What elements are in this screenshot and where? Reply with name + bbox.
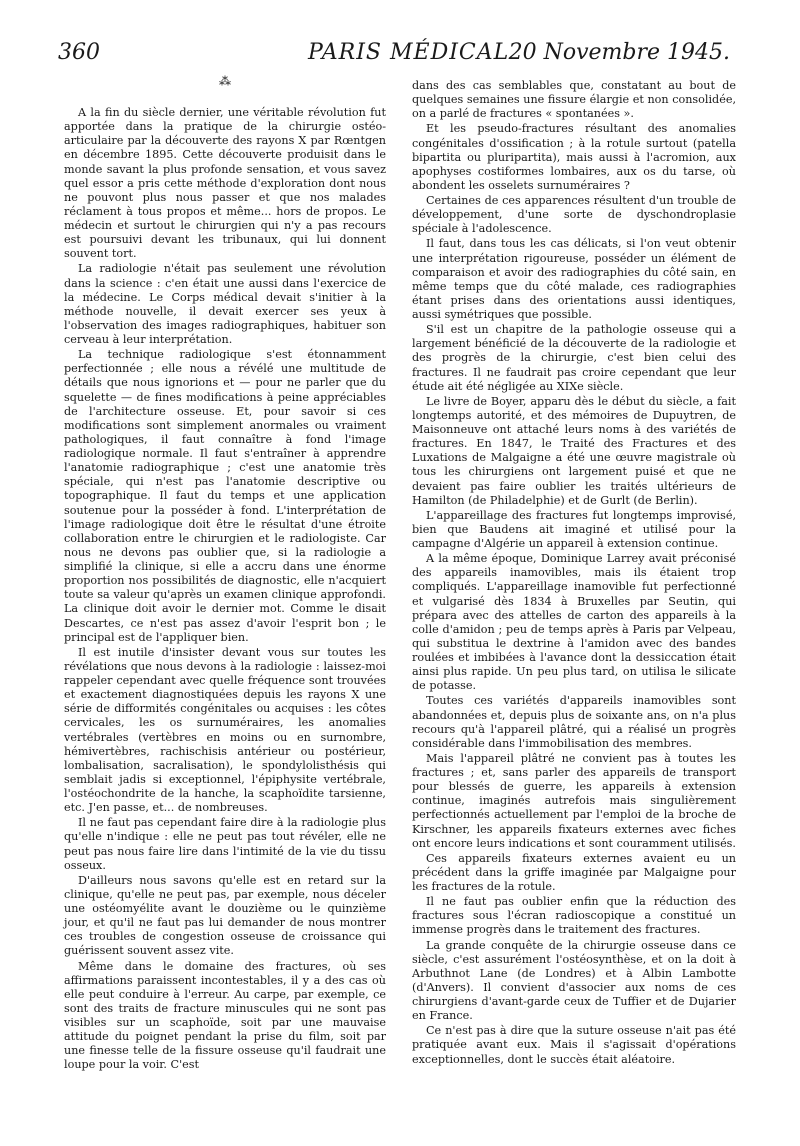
paragraph: D'ailleurs nous savons qu'elle est en retard sur la clinique, qu'elle ne peut pas, par exemple, nous déceler une ostéomyélite avant le douzième ou le quinzième jour, et qu'il ne faut pas lui demander de nous montrer ces troubles de congestion osseuse de croissance qui guérissent souvent assez vite.: [64, 873, 386, 958]
paragraph: Il faut, dans tous les cas délicats, si l'on veut obtenir une interprétation rigoureuse, posséder un élément de comparaison et avoir des radiographies du côté sain, en même temps que du côté malade, ces radiographies étant prises dans des orientations aussi identiques, aussi symétriques que possible.: [412, 237, 736, 321]
page-number: 360: [58, 40, 100, 65]
paragraph: dans des cas semblables que, constatant au bout de quelques semaines une fissure élargie et non consolidée, on a parlé de fractures « spontanées ».: [412, 79, 736, 121]
left-column: [64, 74, 386, 1074]
paragraph: A la fin du siècle dernier, une véritable révolution fut apportée dans la pratique de la chirurgie ostéo-articulaire par la découverte des rayons X par Rœntgen en décembre 1895. Cette découverte produisit dans le monde savant la plus profonde sensation, et vous savez quel essor a pris cette méthode d'exploration dont nous ne pouvont plus nous passer et que nos malades réclament à tous propos et même... hors de propos. Le médecin et surtout le chirurgien qui n'y a pas recours est poursuivi devant les tribunaux, qui lui donnent souvent tort.: [64, 106, 386, 261]
paragraph: Certaines de ces apparences résultent d'un trouble de développement, d'une sorte de dyschondroplasie spéciale à l'adolescence.: [412, 194, 736, 236]
right-column: [412, 79, 736, 1068]
paragraph: Et les pseudo-fractures résultant des anomalies congénitales d'ossification ; à la rotule surtout (patella bipartita ou pluripartita), mais aussi à l'acromion, aux apophyses costiformes lombaires, aux os du tarse, où abondent les osselets surnuméraires ?: [412, 122, 736, 192]
paragraph: Toutes ces variétés d'appareils inamovibles sont abandonnées et, depuis plus de soixante ans, on n'a plus recours qu'à l'appareil plâtré, qui a réalisé un progrès considérable dans l'immobilisation des membres.: [412, 694, 736, 750]
paragraph: Ces appareils fixateurs externes avaient eu un précédent dans la griffe imaginée par Malgaigne pour les fractures de la rotule.: [412, 851, 736, 893]
issue-date: 20 Novembre 1945.: [508, 40, 730, 65]
paragraph: Mais l'appareil plâtré ne convient pas à toutes les fractures ; et, sans parler des appareils de transport pour blessés de guerre, les appareils à extension continue, imaginés autrefois mais singulièrement perfectionnés actuellement par l'emploi de la broche de Kirschner, les appareils fixateurs externes avec fiches ont encore leurs indications et sont couramment utilisés.: [412, 751, 736, 850]
paragraph: La grande conquête de la chirurgie osseuse dans ce siècle, c'est assurément l'ostéosynthèse, et on la doit à Arbuthnot Lane (de Londres) et à Albin Lambotte (d'Anvers). Il convient d'associer aux noms de ces chirurgiens d'avant-garde ceux de Tuffier et de Dujarier en France.: [412, 938, 736, 1023]
paragraph: Il ne faut pas oublier enfin que la réduction des fractures sous l'écran radioscopique a constitué un immense progrès dans le traitement des fractures.: [412, 895, 736, 937]
paragraph: La radiologie n'était pas seulement une révolution dans la science : c'en était une aussi dans l'exercice de la médecine. Le Corps médical devait s'initier à la méthode nouvelle, il devait exercer ses yeux à l'observation des images radiographiques, habituer son cerveau à leur interprétation.: [64, 262, 386, 346]
page-header: [58, 40, 730, 70]
paragraph: S'il est un chapitre de la pathologie osseuse qui a largement bénéficié de la découverte de la radiologie et des progrès de la chirurgie, c'est bien celui des fractures. Il ne faudrait pas croire cependant que leur étude ait été négligée au XIXe siècle.: [412, 323, 736, 393]
journal-title: PARIS MÉDICAL: [308, 40, 510, 65]
paragraph: Ce n'est pas à dire que la suture osseuse n'ait pas été pratiquée avant eux. Mais il s'agissait d'opérations exceptionnelles, dont le succès était aléatoire.: [412, 1024, 736, 1066]
paragraph: L'appareillage des fractures fut longtemps improvisé, bien que Baudens ait imaginé et utilisé pour la campagne d'Algérie un appareil à extension continue.: [412, 508, 736, 550]
section-asterism: ⁂: [219, 74, 231, 88]
paragraph: A la même époque, Dominique Larrey avait préconisé des appareils inamovibles, mais ils étaient trop compliqués. L'appareillage inamovible fut perfectionné et vulgarisé dès 1834 à Bruxelles par Seutin, qui prépara avec des attelles de carton des appareils à la colle d'amidon ; peu de temps après à Paris par Velpeau, qui substitua le dextrine à l'amidon avec des bandes roulées et imbibées à l'avance dont la dessiccation était ainsi plus rapide. Un peu plus tard, on utilisa le silicate de potasse.: [412, 552, 736, 693]
paragraph: Le livre de Boyer, apparu dès le début du siècle, a fait longtemps autorité, et des mémoires de Dupuytren, de Maisonneuve ont attaché leurs noms à des variétés de fractures. En 1847, le Traité des Fractures et des Luxations de Malgaigne a été une œuvre magistrale où tous les chirurgiens ont largement puisé et que ne devaient pas faire oublier les traités ultérieurs de Hamilton (de Philadelphie) et de Gurlt (de Berlin).: [412, 394, 736, 507]
paragraph: Même dans le domaine des fractures, où ses affirmations paraissent incontestables, il y a des cas où elle peut conduire à l'erreur. Au carpe, par exemple, ce sont des traits de fracture minuscules qui ne sont pas visibles sur un scaphoïde, soit par une mauvaise attitude du poignet pendant la prise du film, soit par une finesse telle de la fissure osseuse qu'il faudrait une loupe pour la voir. C'est: [64, 959, 386, 1072]
paragraph: Il ne faut pas cependant faire dire à la radiologie plus qu'elle n'indique : elle ne peut pas tout révéler, elle ne peut pas nous faire lire dans l'intimité de la vie du tissu osseux.: [64, 816, 386, 872]
paragraph: La technique radiologique s'est étonnamment perfectionnée ; elle nous a révélé une multitude de détails que nous ignorions et — pour ne parler que du squelette — de fines modifications à peine appréciables de l'architecture osseuse. Et, pour savoir si ces modifications sont simplement anormales ou vraiment pathologiques, il faut connaître à fond l'image radiologique normale. Il faut s'entraîner à apprendre l'anatomie radiographique ; c'est une anatomie très spéciale, qui n'est pas l'anatomie descriptive ou topographique. Il faut du temps et une application soutenue pour la posséder à fond. L'interprétation de l'image radiologique doit être le résultat d'une étroite collaboration entre le chirurgien et le radiologiste. Car nous ne devons pas oublier que, si la radiologie a simplifié la clinique, si elle a accru dans une énorme proportion nos possibilités de diagnostic, elle n'acquiert toute sa valeur qu'après un examen clinique approfondi. La clinique doit avoir le dernier mot. Comme le disait Descartes, ce n'est pas assez d'avoir l'esprit bon ; le principal est de l'appliquer bien.: [64, 348, 386, 644]
paragraph: Il est inutile d'insister devant vous sur toutes les révélations que nous devons à la radiologie : laissez-moi rappeler cependant avec quelle fréquence sont trouvées et exactement diagnostiquées depuis les rayons X une série de difformités congénitales ou acquises : les côtes cervicales, les os surnuméraires, les anomalies vertébrales (vertèbres en moins ou en surnombre, hémivertèbres, rachischisis antérieur ou postérieur, lombalisation, sacralisation), le spondylolisthésis qui semblait jadis si exceptionnel, l'épiphysite vertébrale, l'ostéochondrite de la hanche, la scaphoïdite tarsienne, etc. J'en passe, et... de nombreuses.: [64, 645, 386, 815]
